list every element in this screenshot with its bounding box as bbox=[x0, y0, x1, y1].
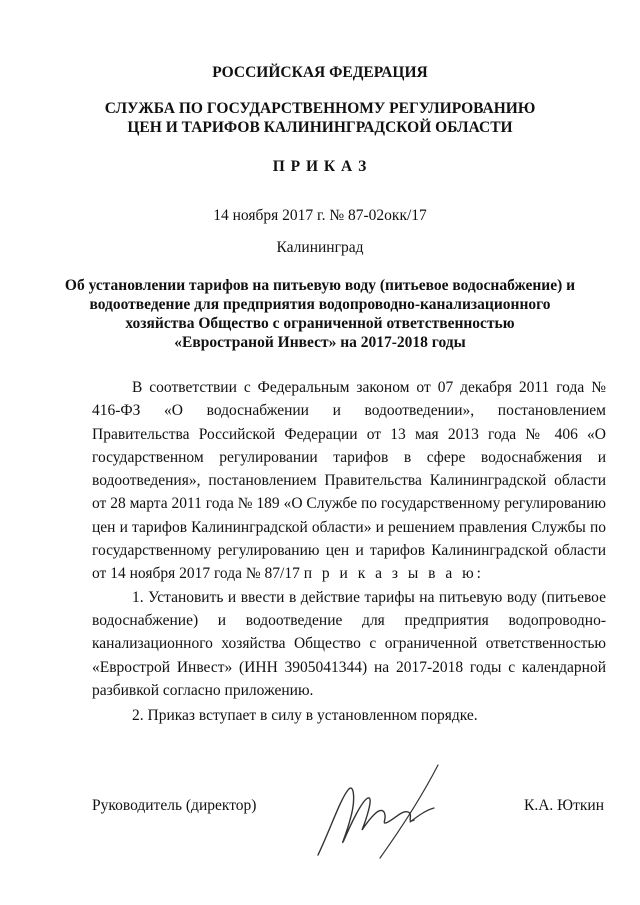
title-line3: хозяйства Общество с ограниченной ответственностью bbox=[125, 315, 515, 332]
title-line1: Об установлении тарифов на питьевую воду (питьевое водоснабжение) и bbox=[64, 277, 576, 294]
order-item-1: 1. Установить и ввести в действие тарифы на питьевую воду (питьевое водоснабжение) и водоотведение для предприятия водопроводно-канализационного хозяйства Общество с ограниченной ответственностью «Еврострой Инвест» (ИНН 3905041344) на 2017-2018 годы с календарной разбивкой согласно приложению. bbox=[92, 588, 606, 699]
city: Калининград bbox=[276, 239, 364, 256]
signatory-position: Руководитель (директор) bbox=[92, 797, 257, 814]
preamble-paragraph bbox=[92, 376, 606, 586]
date-number: 14 ноября 2017 г. № 87-02окк/17 bbox=[213, 207, 427, 224]
title-line2: водоотведение для предприятия водопроводно-канализационного bbox=[89, 296, 551, 313]
agency-heading-line1: СЛУЖБА ПО ГОСУДАРСТВЕННОМУ РЕГУЛИРОВАНИЮ bbox=[104, 100, 536, 117]
signatory-name: К.А. Юткин bbox=[524, 797, 604, 814]
order-word: п р и к а з ы в а ю: bbox=[303, 565, 484, 583]
order-item-2: 2. Приказ вступает в силу в установленном порядке. bbox=[132, 707, 478, 725]
agency-heading-line2: ЦЕН И ТАРИФОВ КАЛИНИНГРАДСКОЙ ОБЛАСТИ bbox=[127, 119, 513, 136]
preamble-text: В соответствии с Федеральным законом от 07 декабря 2011 года № 416-ФЗ «О водоснабжении и водоотведении», постановлением Правительства Российской Федерации от 13 мая 2013 года № 406 «О государственном регулировании тарифов в сфере водоснабжения и водоотведения», постановлением Правительства Калининградской области от 28 марта 2011 года № 189 «О Службе по государственному регулированию цен и тарифов Калининградской области» и решением правления Службы по государственному регулированию цен и тарифов Калининградской области от 14 ноября 2017 года № 87/17 bbox=[92, 379, 606, 583]
title-line4: «Евространой Инвест» на 2017-2018 годы bbox=[174, 334, 466, 351]
country-heading: РОССИЙСКАЯ ФЕДЕРАЦИЯ bbox=[212, 64, 428, 81]
document-body bbox=[92, 376, 606, 727]
handwritten-signature bbox=[310, 760, 450, 875]
doc-type-heading: П Р И К А З bbox=[272, 158, 368, 175]
